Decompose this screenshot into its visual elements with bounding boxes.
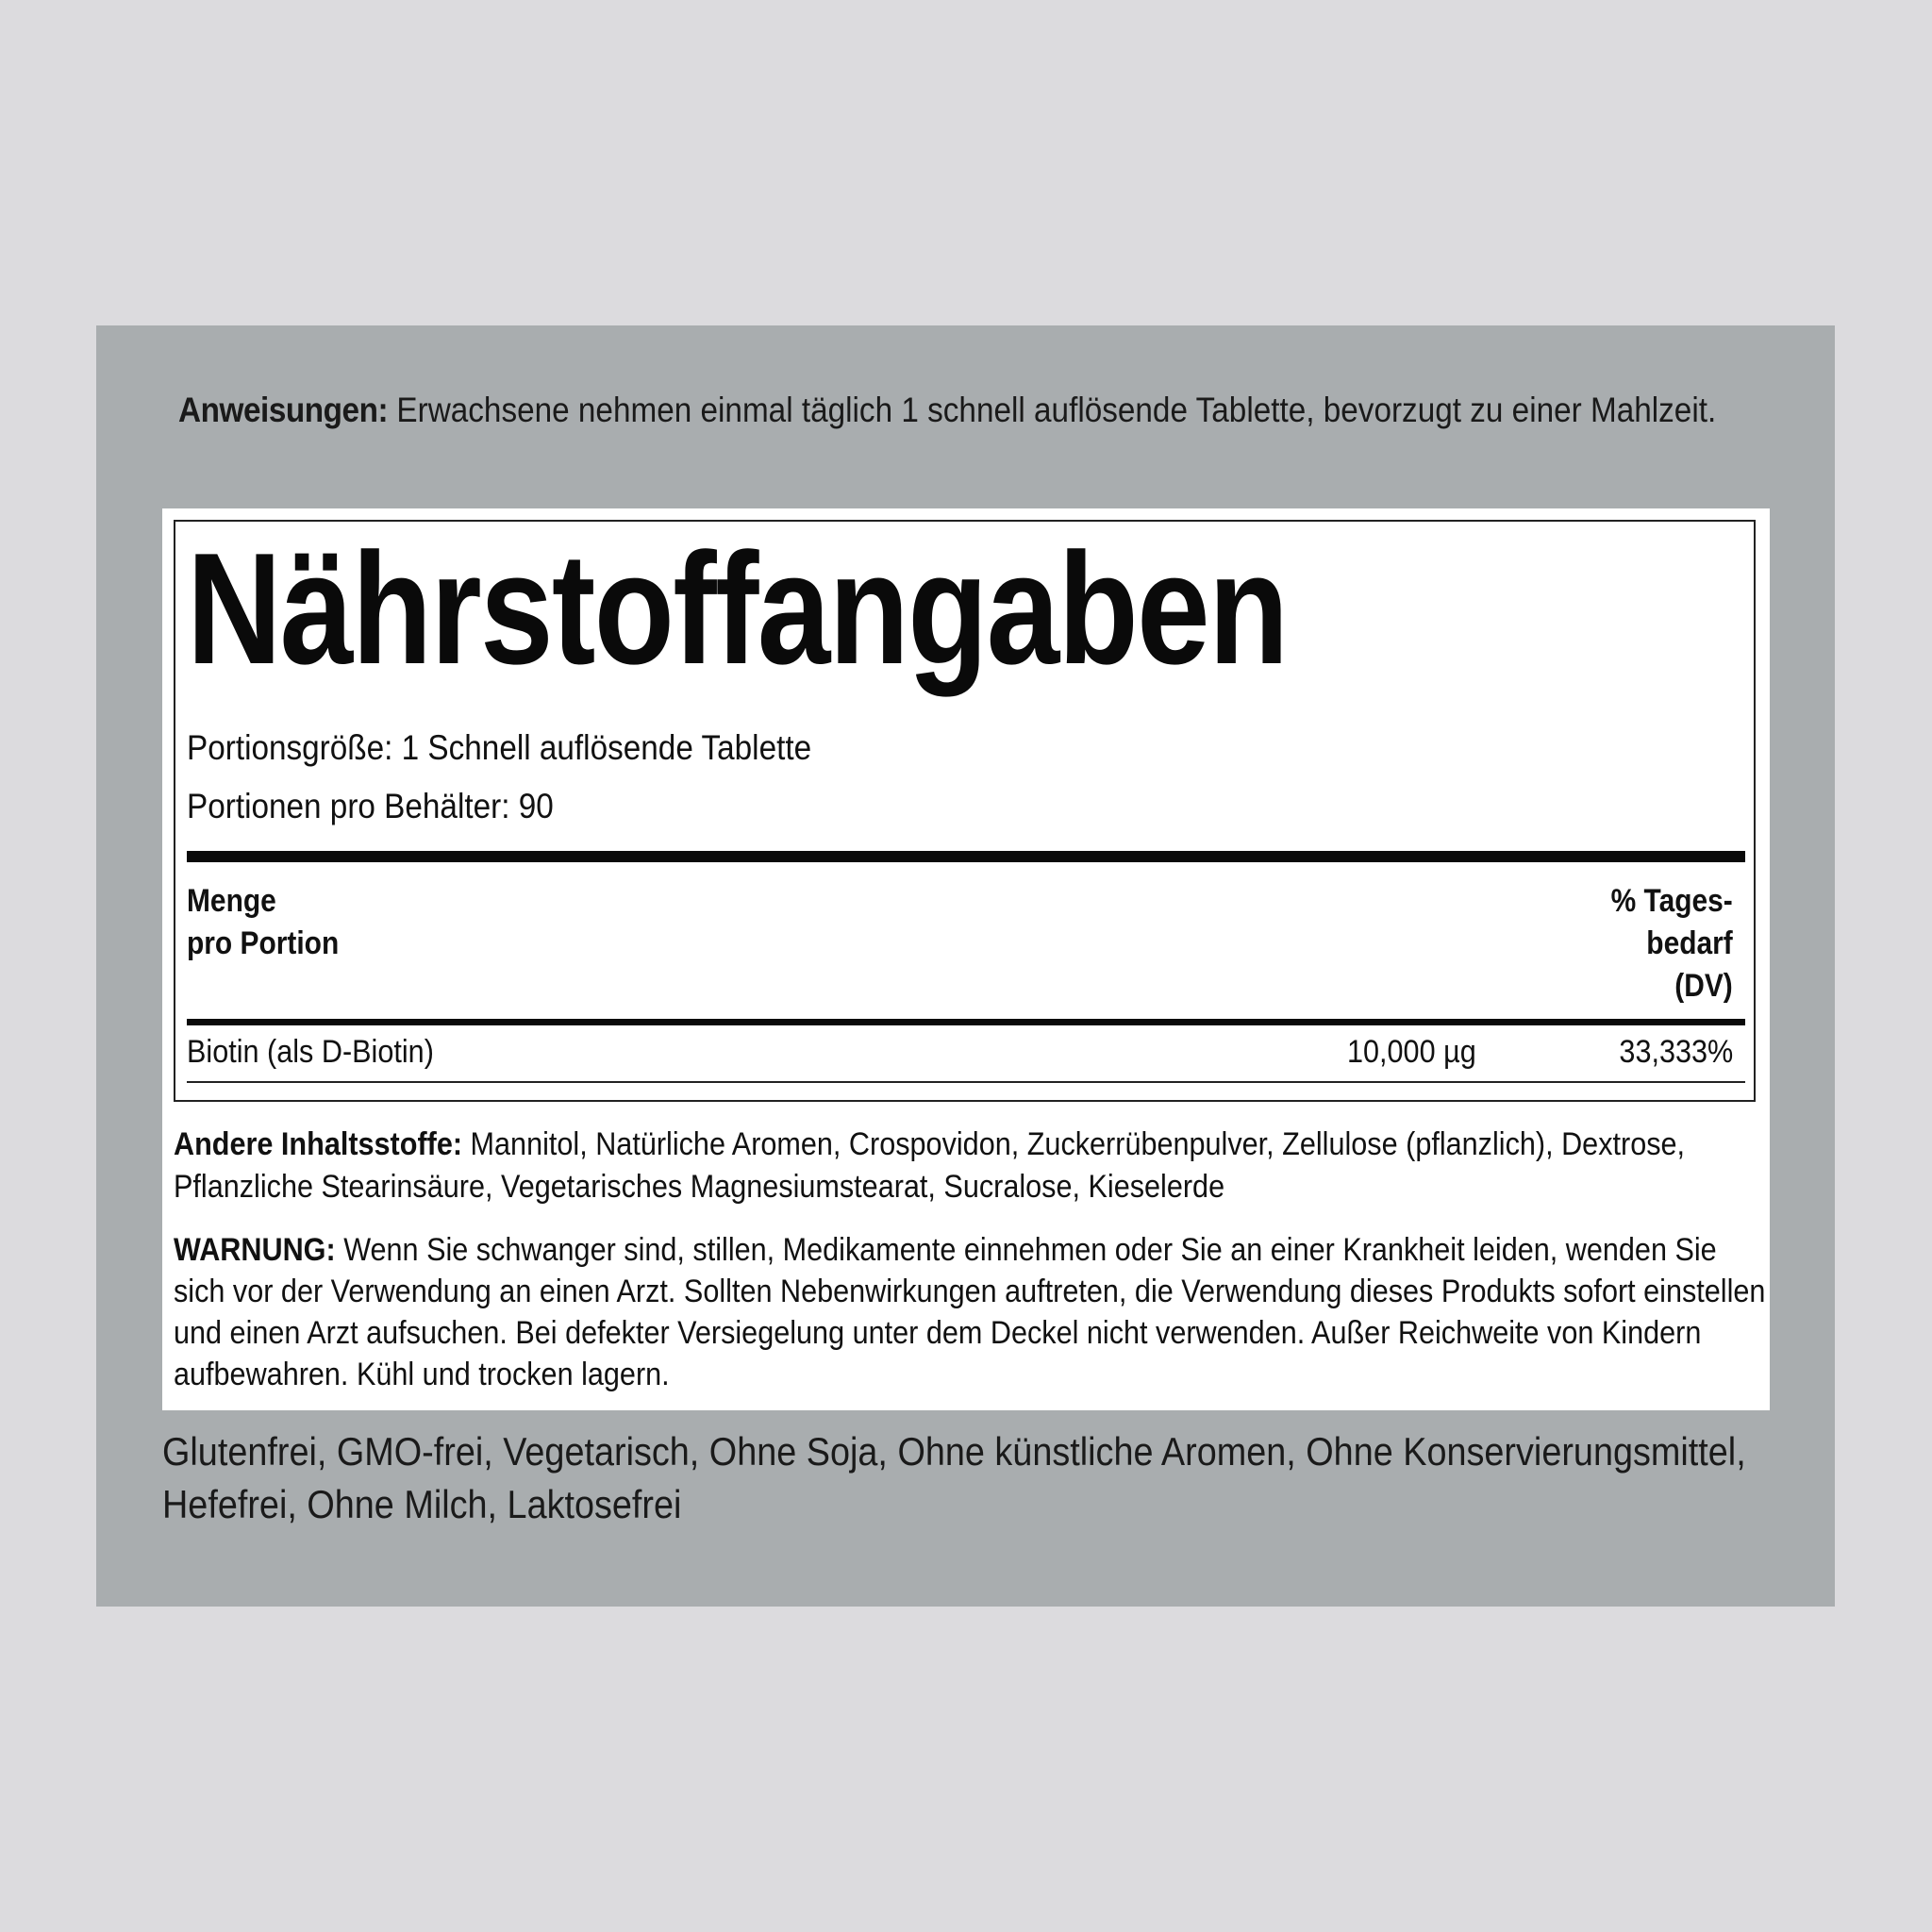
amount-header-line2: pro Portion <box>187 925 340 961</box>
thin-divider <box>187 1081 1745 1083</box>
servings-per-container: Portionen pro Behälter: 90 <box>187 787 554 825</box>
warning <box>174 1229 1770 1395</box>
nutrient-name: Biotin (als D-Biotin) <box>187 1034 434 1070</box>
directions-text: Erwachsene nehmen einmal täglich 1 schnell auflösende Tablette, bevorzugt zu einer Mahlzeit. <box>388 391 1717 429</box>
nutrient-amount: 10,000 µg <box>1347 1034 1476 1070</box>
facts-title: Nährstoffangaben <box>187 520 1288 697</box>
dv-header-line1: % Tages- <box>1610 883 1733 919</box>
nutrient-daily-value: 33,333% <box>1619 1034 1733 1070</box>
serving-size: Portionsgröße: 1 Schnell auflösende Tablette <box>187 728 812 767</box>
label-panel <box>96 325 1835 1607</box>
thick-divider <box>187 851 1745 862</box>
supplement-facts-area <box>162 508 1770 1410</box>
product-claims: Glutenfrei, GMO-frei, Vegetarisch, Ohne Soja, Ohne künstliche Aromen, Ohne Konservierungsmittel, Hefefrei, Ohne Milch, Laktosefrei <box>162 1429 1746 1526</box>
warning-label: WARNUNG: <box>174 1232 336 1268</box>
dv-header-line3: (DV) <box>1674 968 1733 1004</box>
other-ingredients-label: Andere Inhaltsstoffe: <box>174 1126 463 1162</box>
warning-text: Wenn Sie schwanger sind, stillen, Medikamente einnehmen oder Sie an einer Krankheit leiden, wenden Sie sich vor der Verwendung an einen Arzt. Sollten Nebenwirkungen auftreten, die Verwendung dieses Produkts sofort einstellen und einen Arzt aufsuchen. Bei defekter Versiegelung unter dem Deckel nicht verwenden. Außer Reichweite von Kindern aufbewahren. Kühl und trocken lagern. <box>174 1232 1766 1392</box>
directions-label: Anweisungen: <box>178 391 389 429</box>
other-ingredients-text: Mannitol, Natürliche Aromen, Crospovidon, Zuckerrübenpulver, Zellulose (pflanzlich), Dextrose, Pflanzliche Stearinsäure, Vegetarisches Magnesiumstearat, Sucralose, Kieselerde <box>174 1126 1686 1205</box>
supplement-facts-box <box>174 520 1756 1102</box>
amount-header-line1: Menge <box>187 883 276 919</box>
amount-per-serving-header <box>187 880 339 965</box>
medium-divider <box>187 1019 1745 1025</box>
other-ingredients <box>174 1124 1753 1208</box>
dv-header-line2: bedarf <box>1646 925 1733 961</box>
daily-value-header <box>1611 880 1733 1008</box>
directions <box>178 387 1749 434</box>
